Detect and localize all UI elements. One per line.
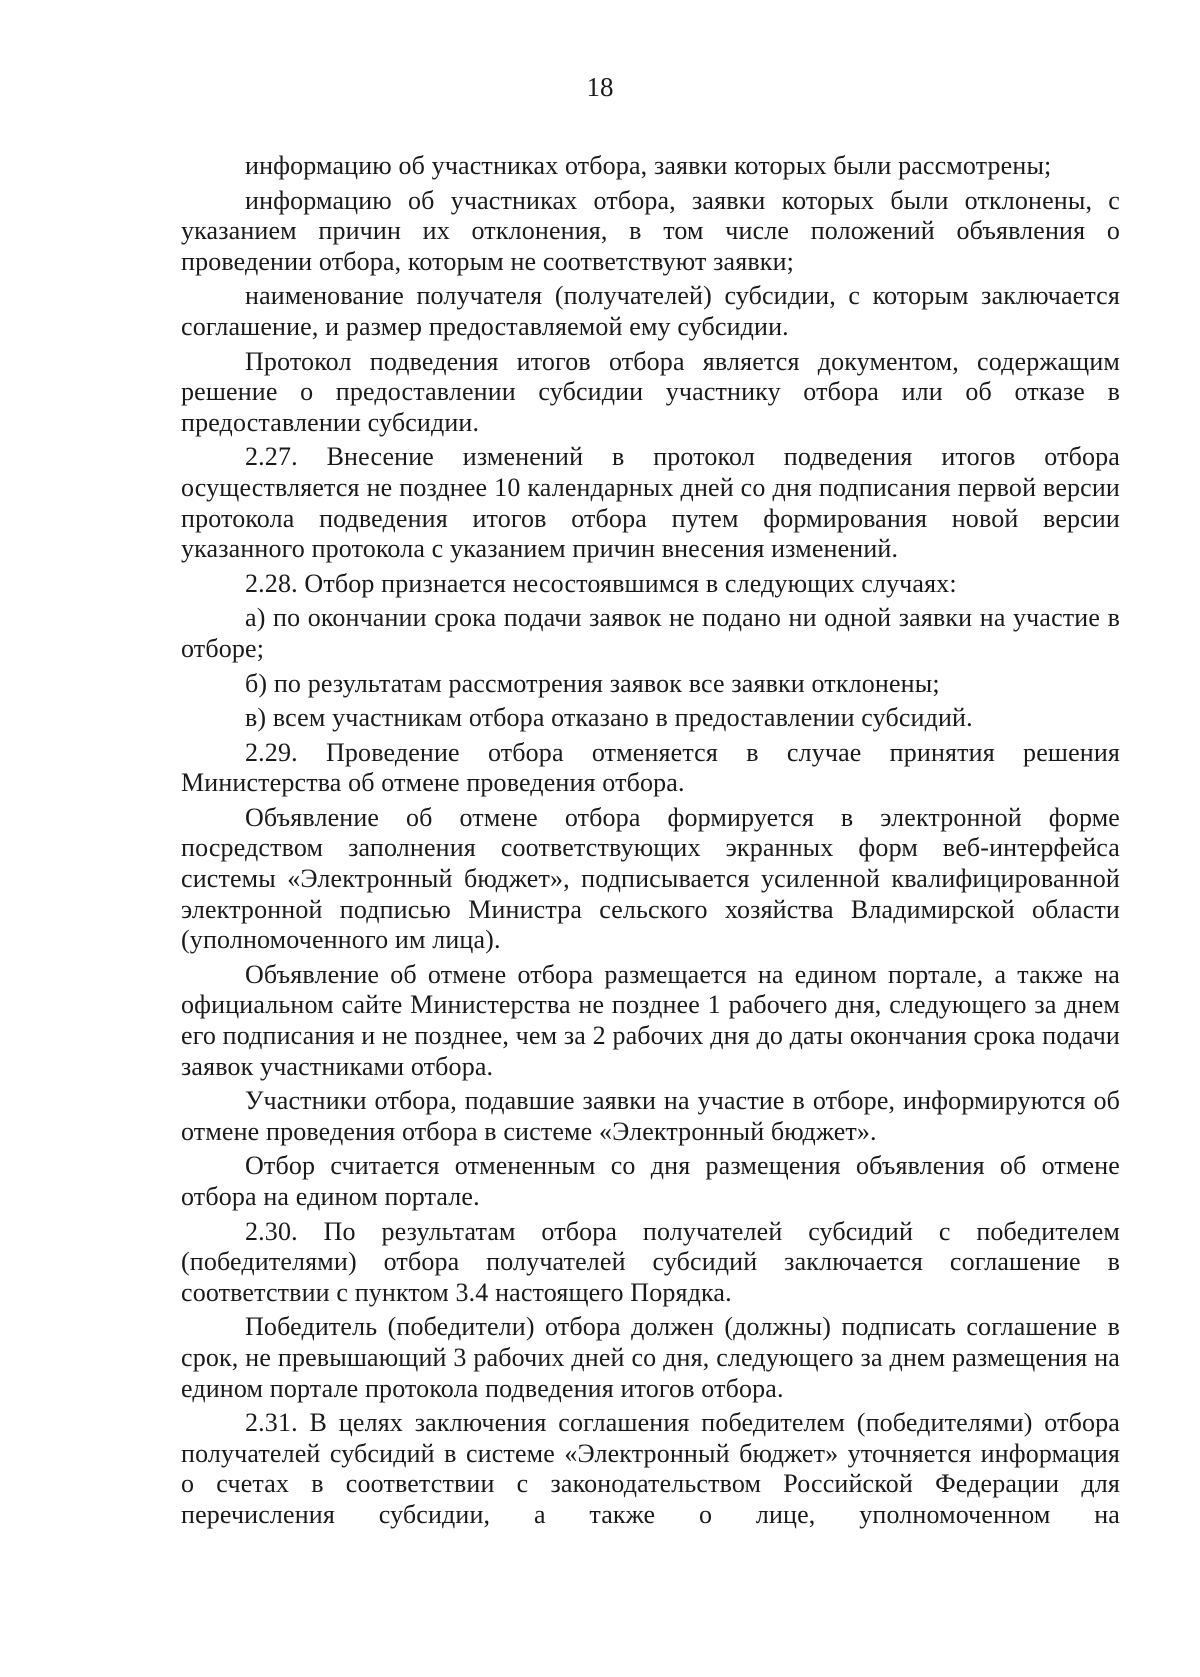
paragraph: наименование получателя (получателей) субсидии, с которым заключается соглашение, и размер предоставляемой ему субсидии. <box>181 281 1120 341</box>
paragraph-2-27: 2.27. Внесение изменений в протокол подведения итогов отбора осуществляется не позднее 10 календарных дней со дня подписания первой версии протокола подведения итогов отбора путем формирования новой версии указанного протокола с указанием причин внесения изменений. <box>181 442 1120 564</box>
paragraph: Отбор считается отмененным со дня размещения объявления об отмене отбора на едином портале. <box>181 1151 1120 1211</box>
paragraph-2-28: 2.28. Отбор признается несостоявшимся в следующих случаях: <box>245 568 957 598</box>
paragraph-2-29: 2.29. Проведение отбора отменяется в случае принятия решения Министерства об отмене проведения отбора. <box>181 737 1120 798</box>
paragraph: информацию об участниках отбора, заявки которых были рассмотрены; <box>245 151 1052 180</box>
paragraph: Участники отбора, подавшие заявки на участие в отборе, информируются об отмене проведения отбора в системе «Электронный бюджет». <box>181 1086 1120 1146</box>
paragraph: Объявление об отмене отбора формируется в электронной форме посредством заполнения соответствующих экранных форм веб-интерфейса системы «Электронный бюджет», подписывается усиленной квалифицированной электронной подписью Министра сельского хозяйства Владимирской области (уполномоченного им лица). <box>181 802 1120 955</box>
paragraph-2-31: 2.31. В целях заключения соглашения победителем (победителями) отбора получателей субсидий в системе «Электронный бюджет» уточняется информация о счетах в соответствии с законодательством Российской Федерации для перечисления субсидии, а также о лице, уполномоченном на <box>181 1408 1120 1529</box>
paragraph: информацию об участниках отбора, заявки которых были отклонены, с указанием причин их отклонения, в том числе положений объявления о проведении отбора, которым не соответствуют заявки; <box>181 185 1120 276</box>
paragraph-2-30: 2.30. По результатам отбора получателей субсидий с победителем (победителями) отбора получателей субсидий заключается соглашение в соответствии с пунктом 3.4 настоящего Порядка. <box>181 1216 1120 1307</box>
list-item-a: а) по окончании срока подачи заявок не подано ни одной заявки на участие в отборе; <box>181 603 1120 663</box>
list-item-v: в) всем участникам отбора отказано в предоставлении субсидий. <box>245 703 973 733</box>
document-body <box>181 151 1120 1535</box>
paragraph: Победитель (победители) отбора должен (должны) подписать соглашение в срок, не превышающий 3 рабочих дней со дня, следующего за днем размещения на едином портале протокола подведения итогов отбора. <box>181 1312 1120 1403</box>
page-number: 18 <box>586 72 614 102</box>
list-item-b: б) по результатам рассмотрения заявок все заявки отклонены; <box>245 668 940 698</box>
paragraph: Протокол подведения итогов отбора является документом, содержащим решение о предоставлении субсидии участнику отбора или об отказе в предоставлении субсидии. <box>181 346 1120 437</box>
paragraph: Объявление об отмене отбора размещается на едином портале, а также на официальном сайте Министерства не позднее 1 рабочего дня, следующего за днем его подписания и не позднее, чем за 2 рабочих дня до даты окончания срока подачи заявок участниками отбора. <box>181 959 1120 1081</box>
